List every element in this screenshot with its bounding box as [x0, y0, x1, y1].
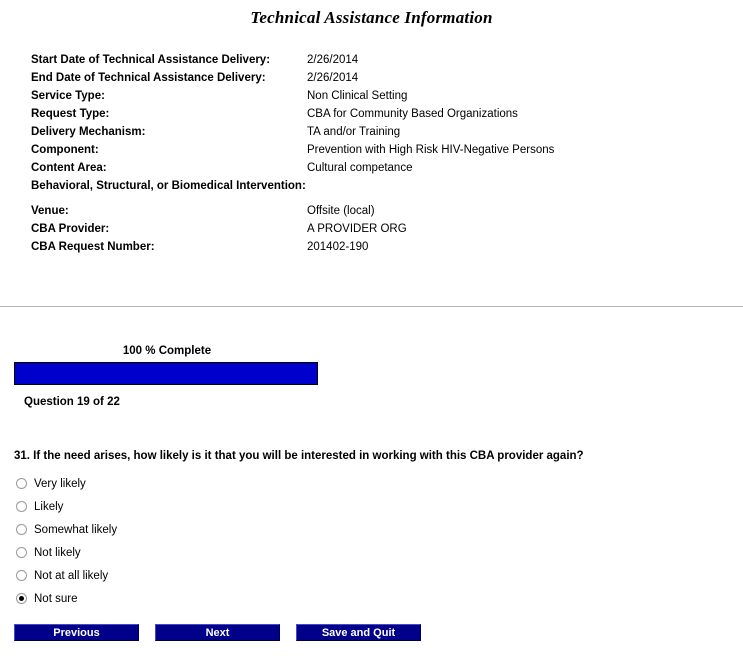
info-value: Prevention with High Risk HIV-Negative Persons: [307, 144, 555, 156]
info-value: A PROVIDER ORG: [307, 223, 407, 235]
info-value: CBA for Community Based Organizations: [307, 108, 518, 120]
info-spacer: [31, 196, 743, 203]
info-label: CBA Request Number:: [31, 241, 155, 253]
info-value: 2/26/2014: [307, 54, 359, 66]
info-row: [31, 70, 743, 87]
info-row: [31, 52, 743, 69]
info-value: 201402-190: [307, 241, 369, 253]
info-row: [31, 221, 743, 238]
option-label: Not sure: [34, 592, 78, 605]
ta-information-block: [31, 52, 743, 256]
radio-icon[interactable]: [16, 478, 27, 489]
info-value: TA and/or Training: [307, 126, 401, 138]
info-label: Content Area:: [31, 162, 107, 174]
info-row: [31, 106, 743, 123]
option-label: Very likely: [34, 477, 86, 490]
page-title: Technical Assistance Information: [250, 8, 493, 27]
info-label: Service Type:: [31, 90, 105, 102]
info-label: Request Type:: [31, 108, 110, 120]
info-row: [31, 239, 743, 256]
radio-icon[interactable]: [16, 570, 27, 581]
progress-bar-fill: [15, 363, 317, 384]
previous-button[interactable]: Previous: [14, 624, 139, 641]
progress-bar: [14, 362, 318, 385]
option-somewhat-likely[interactable]: [16, 518, 743, 541]
question-text: 31. If the need arises, how likely is it that you will be interested in working with this CBA provider again?: [14, 450, 584, 462]
info-value: 2/26/2014: [307, 72, 359, 84]
info-label: Venue:: [31, 205, 69, 217]
info-row: [31, 178, 743, 195]
radio-icon[interactable]: [16, 593, 27, 604]
option-not-sure[interactable]: [16, 587, 743, 610]
option-not-likely[interactable]: [16, 541, 743, 564]
option-label: Somewhat likely: [34, 523, 118, 536]
save-and-quit-button[interactable]: Save and Quit: [296, 624, 421, 641]
navigation-buttons: [14, 624, 437, 641]
next-button[interactable]: Next: [155, 624, 280, 641]
info-label: Behavioral, Structural, or Biomedical Intervention:: [31, 180, 306, 192]
progress-caption: 100 % Complete: [122, 345, 212, 357]
info-row: [31, 88, 743, 105]
option-not-at-all-likely[interactable]: [16, 564, 743, 587]
info-label: Component:: [31, 144, 99, 156]
info-row: [31, 124, 743, 141]
answer-options: [16, 472, 743, 610]
question-counter: Question 19 of 22: [24, 396, 120, 408]
radio-icon[interactable]: [16, 547, 27, 558]
option-label: Not at all likely: [34, 569, 109, 582]
info-label: Delivery Mechanism:: [31, 126, 146, 138]
option-label: Likely: [34, 500, 64, 513]
info-label: Start Date of Technical Assistance Delivery:: [31, 54, 271, 66]
progress-section: [14, 345, 320, 385]
option-very-likely[interactable]: [16, 472, 743, 495]
option-likely[interactable]: [16, 495, 743, 518]
info-row: [31, 142, 743, 159]
option-label: Not likely: [34, 546, 81, 559]
radio-icon[interactable]: [16, 524, 27, 535]
info-label: CBA Provider:: [31, 223, 110, 235]
info-value: Cultural competance: [307, 162, 413, 174]
info-row: [31, 203, 743, 220]
info-value: Offsite (local): [307, 205, 375, 217]
info-value: Non Clinical Setting: [307, 90, 408, 102]
info-row: [31, 160, 743, 177]
radio-icon[interactable]: [16, 501, 27, 512]
section-divider: [0, 306, 743, 307]
info-label: End Date of Technical Assistance Delivery:: [31, 72, 266, 84]
